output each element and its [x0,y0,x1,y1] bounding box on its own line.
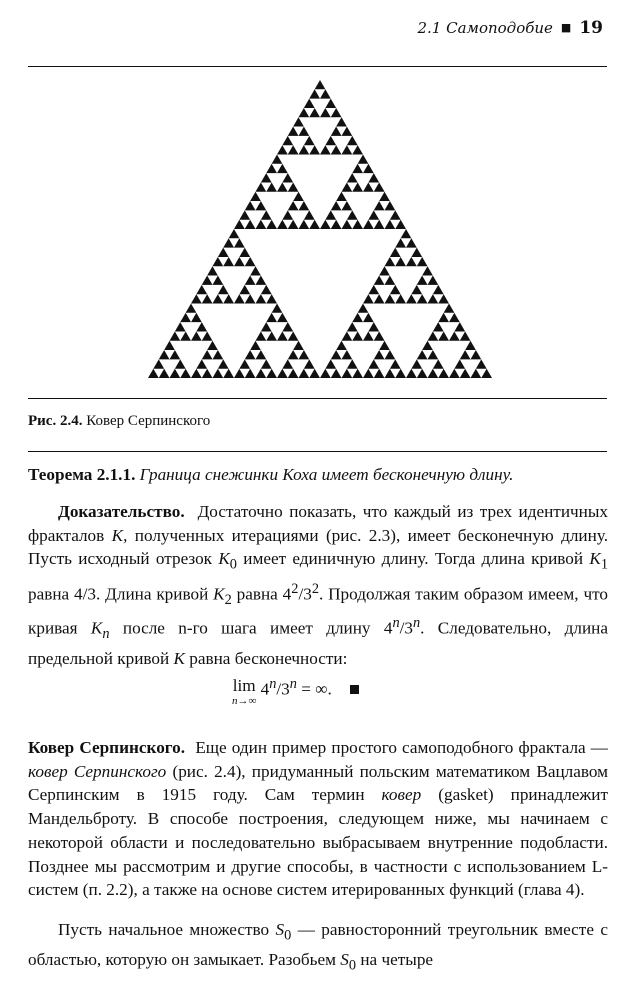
proof-text: равна 4/3. Длина кривой [28,584,214,604]
last-text: — равносторонний треугольник вместе с областью, которую он замыкает. Разобьем [28,920,608,970]
proof-text: . Продолжая таким образом имеем, что кривая [28,584,608,639]
math-subscript: 2 [224,591,232,608]
theorem-statement: Граница снежинки Коха имеет бесконечную длину. [139,465,514,484]
math-K2: K [213,584,225,604]
carpet-label: Ковер Серпинского. [28,738,186,757]
math-superscript: 2 [311,580,319,597]
proof-text: после n-го шага имеет длину 4 [109,619,393,639]
formula-text: 4 [256,679,270,699]
math-superscript: 2 [291,580,299,597]
math-subscript: 1 [600,556,609,573]
theorem [28,463,608,487]
caption-label: Рис. 2.4. [28,413,83,429]
lim-subscript: n→∞ [232,695,257,707]
proof-text: /3 [399,619,413,639]
math-subscript: n [102,626,110,643]
math-S0: S [275,920,285,939]
limit-operator [232,676,256,707]
formula-text: /3 [276,679,290,699]
proof-text: , полученных итерациями (рис. 2.3), имеет бесконечную длину. Пусть исходный отрезок [28,525,609,569]
last-paragraph [28,918,608,978]
math-subscript: 0 [229,556,237,573]
math-K: K [111,525,124,545]
carpet-text: (рис. 2.4), придуманный польским математиком Вацлавом Серпинским в 1915 году. Сам термин [28,761,608,805]
proof-text: равна бесконечности: [184,649,348,669]
math-superscript: n [392,615,400,632]
formula-exponent: n [289,676,297,692]
formula-exponent: n [269,676,277,692]
math-K0: K [218,549,230,569]
carpet-italic: ковер [381,785,422,805]
carpet-text: (gasket) принадлежит Мандельброту. В способе построения, следующем ниже, мы начинаем с некоторой области и последовательно выбрасываем внутренние подобласти. Позднее мы рассмотрим и другие способы, в частности с использованием L-систем (п. 2.2), а также на основе систем итерированных функций (глава 4). [28,785,608,900]
math-Kn: K [90,619,103,639]
proof-text: . Следовательно, длина предельной кривой [28,619,608,669]
proof-paragraph [28,500,608,671]
limit-formula [232,676,359,707]
figure-bottom-rule [28,398,607,399]
running-head [417,18,603,38]
top-rule [28,66,607,67]
proof-text: имеет единичную длину. Тогда длина кривой [236,549,590,569]
math-K: K [173,649,185,669]
proof-text: /3 [298,584,312,604]
math-K1: K [589,549,601,569]
sierpinski-gasket [148,80,492,378]
formula-text: = ∞. [296,679,332,699]
section-title: 2.1 Самоподобие [417,19,553,37]
carpet-paragraph [28,736,608,902]
carpet-text: Еще один пример простого самоподобного фрактала — [195,738,608,757]
figure-caption [28,413,210,430]
qed-square-icon [350,685,359,694]
proof-label: Доказательство. [58,502,185,521]
proof-text: равна 4 [231,584,292,604]
sierpinski-figure [148,80,492,378]
page-number: 19 [579,18,603,38]
lim-text: lim [232,676,256,695]
math-S0: S [340,950,349,970]
carpet-italic: ковер Серпинского [28,761,167,781]
proof-text: Достаточно показать, что каждый из трех идентичных фракталов [28,502,609,545]
last-text: на четыре [356,950,434,970]
last-text: Пусть начальное множество [58,920,276,939]
theorem-top-rule [28,451,607,452]
caption-text: Ковер Серпинского [86,413,211,429]
math-superscript: n [413,615,421,632]
math-subscript: 0 [284,927,292,944]
theorem-label: Теорема 2.1.1. [28,465,136,484]
math-subscript: 0 [348,957,357,974]
separator-square: ■ [560,21,572,34]
